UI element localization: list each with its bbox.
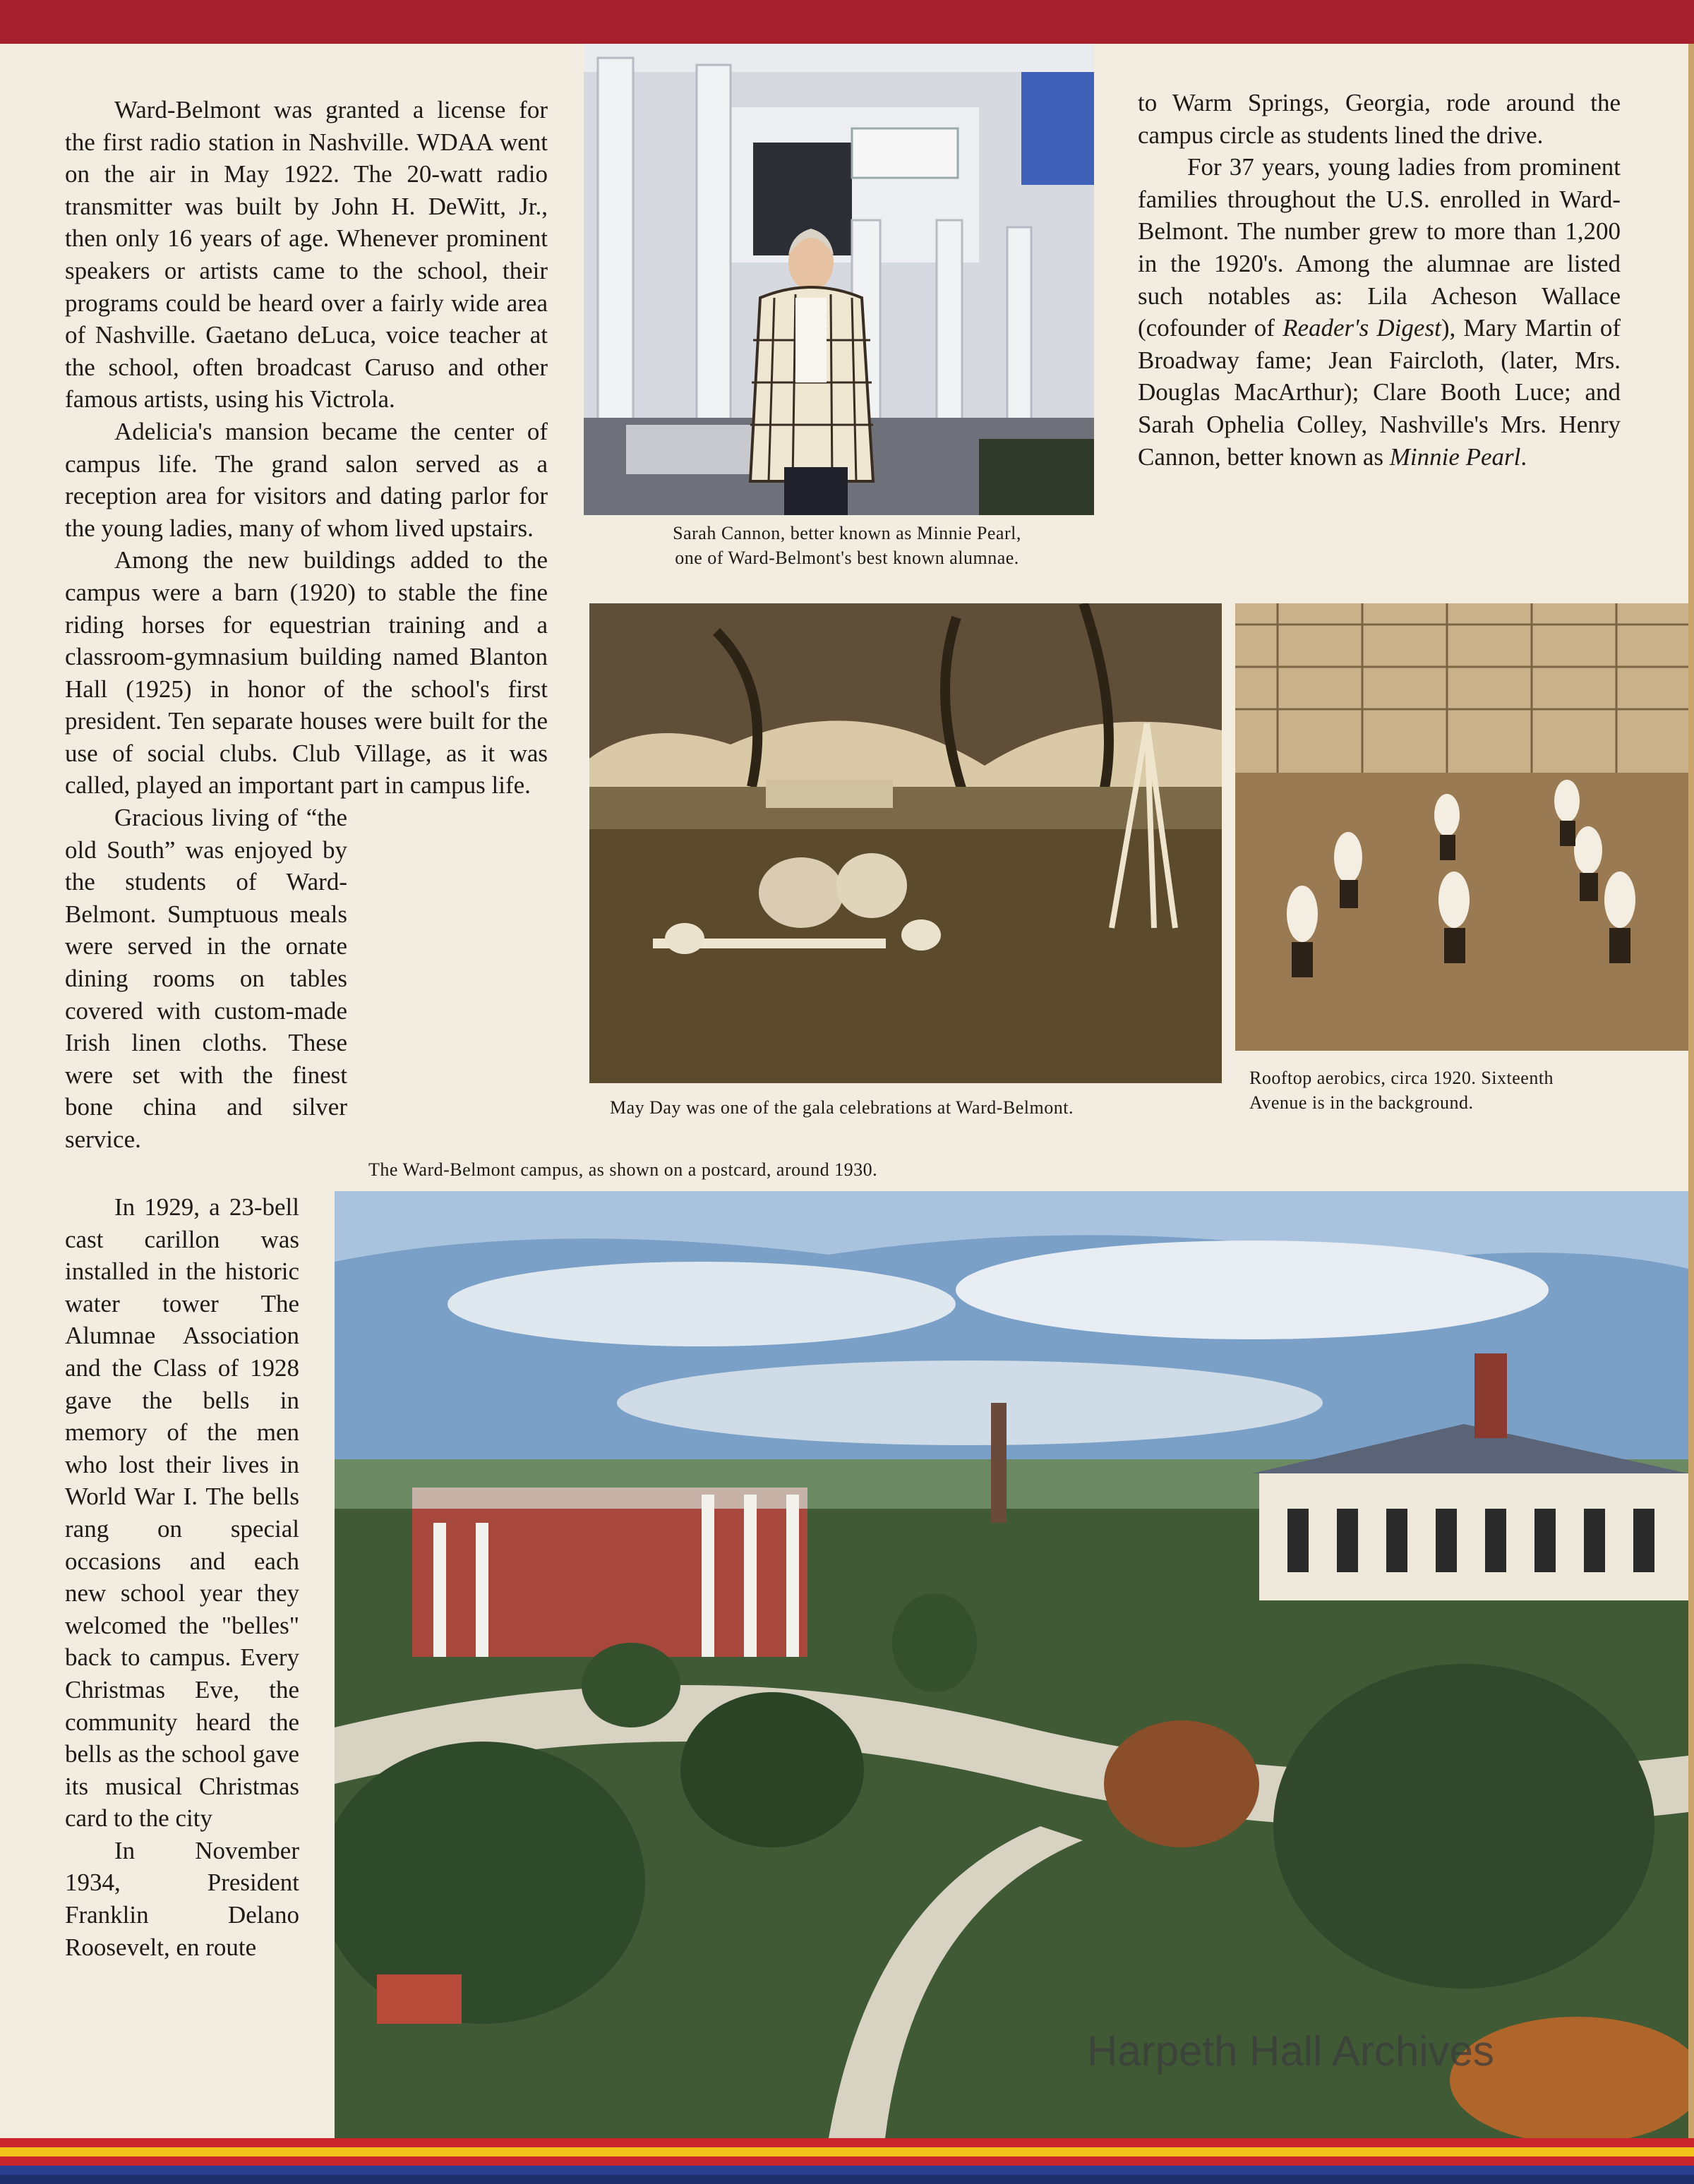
rooftop-aerobics-photo <box>1235 603 1688 1051</box>
paragraph: In 1929, a 23-bell cast carillon was installed in the historic water tower The Alumnae Association and the Class of 1928 gave the bells in memory of the men who lost their lives in World War I. The bells rang on special occasions and each new school year they welcomed the "belles" back to campus. Every Christmas Eve, the community heard the bells as the school gave its musical Christmas card to the city <box>65 1193 299 1833</box>
rooftop-caption: Rooftop aerobics, circa 1920. Sixteenth Avenue is in the background. <box>1249 1068 1554 1113</box>
paragraph: For 37 years, young ladies from prominent families throughout the U.S. enrolled in Ward-Belmont. The number grew to more than 1,200 in the 1920's. Among the alumnae are listed such notables as: Lila Acheson Wallace (cofounder of Reader's Digest), Mary Martin of Broadway fame; Jean Faircloth, (later, Mrs. Douglas MacArthur); Clare Booth Luce; and Sarah Ophelia Colley, Nashville's Mrs. Henry Cannon, better known as Minnie Pearl. <box>1138 153 1621 471</box>
may-day-photo <box>589 603 1222 1083</box>
archive-watermark: Harpeth Hall Archives <box>1087 2027 1494 2075</box>
mansion-portrait-image <box>584 44 1094 515</box>
rooftop-image <box>1235 603 1688 1051</box>
paragraph: to Warm Springs, Georgia, rode around the campus circle as students lined the drive. <box>1138 89 1621 149</box>
postcard-caption: The Ward-Belmont campus, as shown on a postcard, around 1930. <box>368 1159 878 1180</box>
paragraph: Among the new buildings added to the campus were a barn (1920) to stable the fine riding horses for equestrian training and a classroom-gymnasium building named Blanton Hall (1925) in honor of the school's first president. Ten separate houses were built for the use of social clubs. Club Village, as it was called, played an important part in campus life. <box>65 546 548 800</box>
bottom-color-stripes <box>0 2138 1694 2184</box>
page-edge <box>1688 44 1694 2138</box>
minnie-pearl-photo <box>584 44 1094 515</box>
campus-postcard-image <box>335 1191 1688 2138</box>
may-day-image <box>589 603 1222 1083</box>
campus-postcard-photo <box>335 1191 1688 2138</box>
paragraph: In November 1934, President Franklin Delano Roosevelt, en route <box>65 1836 299 1961</box>
paragraph: Gracious living of “the old South” was enjoyed by the students of Ward-Belmont. Sumptuous meals were served in the ornate dining rooms on tables covered with custom-made Irish linen cloths. These were set with the finest bone china and silver service. <box>65 804 347 1153</box>
paragraph: Ward-Belmont was granted a license for the first radio station in Nashville. WDAA went on the air in May 1922. The 20-watt radio transmitter was built by John H. DeWitt, Jr., then only 16 years of age. Whenever prominent speakers or artists came to the school, their programs could be heard over a fairly wide area of Nashville. Gaetano deLuca, voice teacher at the school, often broadcast Caruso and other famous artists, using his Victrola. <box>65 96 548 414</box>
narrow-text-column <box>65 1191 299 1963</box>
top-red-band <box>0 0 1694 44</box>
paragraph: Adelicia's mansion became the center of campus life. The grand salon served as a reception area for visitors and dating parlor for the young ladies, many of whom lived upstairs. <box>65 417 548 542</box>
left-text-column <box>65 94 548 1156</box>
may-day-caption: May Day was one of the gala celebrations at Ward-Belmont. <box>610 1097 1074 1118</box>
right-text-column <box>1138 87 1621 473</box>
minnie-pearl-caption: Sarah Cannon, better known as Minnie Pearl, one of Ward-Belmont's best known alumnae. <box>673 523 1021 568</box>
